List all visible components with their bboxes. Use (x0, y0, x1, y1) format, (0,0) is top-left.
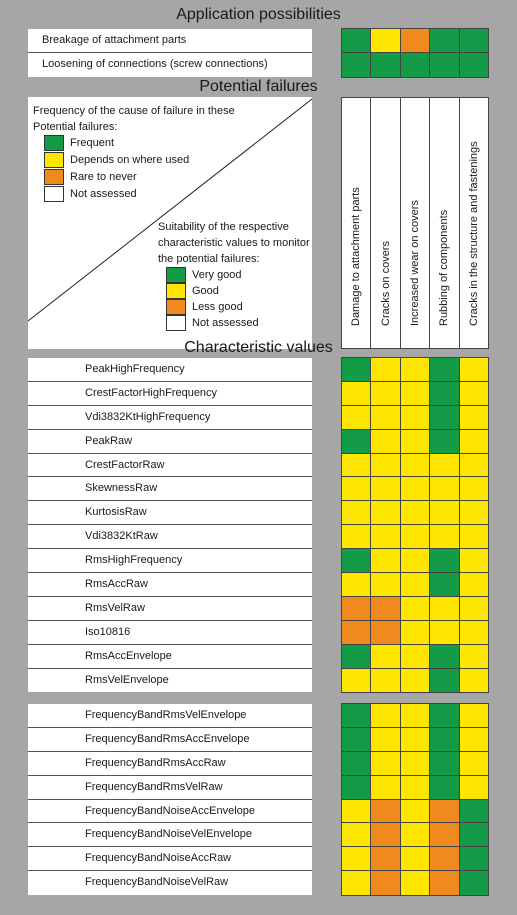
failure-header-label: Rubbing of components (438, 209, 451, 326)
rating-cell (430, 501, 459, 524)
row-label: CrestFactorRaw (28, 454, 312, 478)
rating-cell (430, 728, 459, 751)
row-label: Vdi3832KtRaw (28, 525, 312, 549)
rating-cell (460, 871, 488, 895)
grid-row (342, 358, 488, 382)
row-label: RmsVelRaw (28, 597, 312, 621)
rating-cell (371, 645, 400, 668)
rating-cell (460, 645, 488, 668)
swatch-depends (44, 152, 64, 168)
grid-row (342, 597, 488, 621)
characteristic-grid-group1 (341, 357, 489, 693)
legend-item-suitability-not-assessed (166, 315, 259, 331)
rating-cell (460, 29, 488, 52)
rating-cell (342, 358, 371, 381)
failure-header-label: Damage to attachment parts (350, 187, 363, 326)
failure-header-rubbing (430, 98, 459, 348)
row-label: Breakage of attachment parts (28, 29, 312, 53)
failure-header-label: Cracks on covers (379, 241, 392, 326)
rating-cell (401, 597, 430, 620)
row-label: RmsVelEnvelope (28, 669, 312, 693)
rating-cell (460, 525, 488, 548)
grid-row (342, 776, 488, 800)
rating-cell (430, 477, 459, 500)
rating-cell (430, 847, 459, 870)
swatch-good (166, 283, 186, 299)
rating-cell (401, 800, 430, 823)
rating-cell (460, 454, 488, 477)
rating-cell (371, 728, 400, 751)
rating-cell (342, 382, 371, 405)
rating-cell (430, 406, 459, 429)
legend-label-frequent: Frequent (70, 137, 115, 149)
grid-row (342, 382, 488, 406)
rating-cell (371, 752, 400, 775)
rating-cell (371, 382, 400, 405)
grid-row (342, 525, 488, 549)
row-label: RmsHighFrequency (28, 549, 312, 573)
legend-label-not-assessed: Not assessed (70, 188, 137, 200)
rating-cell (401, 454, 430, 477)
rating-cell (460, 669, 488, 693)
row-label: FrequencyBandNoiseAccRaw (28, 847, 312, 871)
rating-cell (342, 549, 371, 572)
rating-cell (430, 597, 459, 620)
legend-panel (28, 97, 312, 349)
rating-cell (342, 621, 371, 644)
legend-label-rare: Rare to never (70, 171, 137, 183)
rating-cell (460, 621, 488, 644)
rating-cell (342, 430, 371, 453)
rating-cell (342, 645, 371, 668)
rating-cell (371, 29, 400, 52)
grid-row (342, 454, 488, 478)
grid-row (342, 704, 488, 728)
rating-cell (401, 477, 430, 500)
rating-cell (342, 477, 371, 500)
legend-item-very-good (166, 267, 242, 283)
rating-cell (460, 382, 488, 405)
rating-cell (401, 776, 430, 799)
failure-header-cracks-covers (371, 98, 400, 348)
rating-cell (401, 645, 430, 668)
rating-cell (371, 847, 400, 870)
section-heading-failures: Potential failures (199, 78, 318, 95)
grid-row (342, 752, 488, 776)
rating-cell (460, 430, 488, 453)
row-label: FrequencyBandRmsVelEnvelope (28, 704, 312, 728)
failure-header-wear-covers (401, 98, 430, 348)
rating-cell (371, 406, 400, 429)
rating-cell (371, 597, 400, 620)
grid-row (342, 645, 488, 669)
rating-cell (401, 871, 430, 895)
grid-row (342, 430, 488, 454)
rating-cell (342, 406, 371, 429)
failure-column-headers (341, 97, 489, 349)
grid-row (342, 501, 488, 525)
application-labels (28, 29, 312, 77)
rating-cell (430, 752, 459, 775)
rating-cell (430, 29, 459, 52)
grid-row (342, 871, 488, 895)
rating-cell (460, 800, 488, 823)
grid-row (342, 549, 488, 573)
rating-cell (401, 358, 430, 381)
row-label: KurtosisRaw (28, 501, 312, 525)
rating-cell (430, 573, 459, 596)
rating-cell (430, 645, 459, 668)
rating-cell (430, 525, 459, 548)
frequency-legend-title-1: Frequency of the cause of failure in these (33, 105, 235, 117)
section-heading-application: Application possibilities (176, 6, 341, 23)
failure-header-damage-attachment (342, 98, 371, 348)
failure-header-cracks-structure (460, 98, 488, 348)
rating-cell (401, 704, 430, 727)
grid-row (342, 573, 488, 597)
rating-cell (460, 776, 488, 799)
row-label: Loosening of connections (screw connections) (28, 53, 312, 77)
frequency-legend-title-2: Potential failures: (33, 121, 118, 133)
characteristic-labels-group1 (28, 358, 312, 692)
row-label: FrequencyBandRmsVelRaw (28, 776, 312, 800)
rating-cell (430, 621, 459, 644)
failure-header-label: Increased wear on covers (409, 200, 422, 326)
rating-cell (371, 871, 400, 895)
swatch-not-assessed (44, 186, 64, 202)
rating-cell (430, 454, 459, 477)
rating-cell (371, 669, 400, 693)
grid-row (342, 823, 488, 847)
row-label: FrequencyBandRmsAccRaw (28, 752, 312, 776)
rating-cell (430, 669, 459, 693)
legend-item-not-assessed (44, 186, 137, 202)
rating-cell (342, 823, 371, 846)
row-label: RmsAccRaw (28, 573, 312, 597)
row-label: Vdi3832KtHighFrequency (28, 406, 312, 430)
rating-cell (460, 573, 488, 596)
rating-cell (401, 823, 430, 846)
suitability-legend-title-2: characteristic values to monitor (158, 237, 310, 249)
rating-cell (460, 728, 488, 751)
legend-label-less-good: Less good (192, 301, 243, 313)
legend-item-frequent (44, 135, 114, 151)
rating-cell (371, 621, 400, 644)
rating-cell (401, 669, 430, 693)
rating-cell (342, 728, 371, 751)
failure-header-label: Cracks in the structure and fastenings (467, 141, 480, 326)
rating-cell (342, 847, 371, 870)
rating-cell (460, 847, 488, 870)
row-label: PeakRaw (28, 430, 312, 454)
rating-cell (342, 800, 371, 823)
rating-cell (401, 573, 430, 596)
swatch-less-good (166, 299, 186, 315)
rating-cell (460, 704, 488, 727)
rating-cell (371, 53, 400, 77)
rating-cell (342, 776, 371, 799)
rating-cell (371, 454, 400, 477)
rating-cell (401, 53, 430, 77)
grid-row (342, 406, 488, 430)
rating-cell (342, 752, 371, 775)
grid-row (342, 53, 488, 77)
grid-row (342, 847, 488, 871)
rating-cell (371, 704, 400, 727)
rating-cell (371, 573, 400, 596)
rating-cell (401, 621, 430, 644)
rating-cell (342, 501, 371, 524)
rating-cell (342, 597, 371, 620)
rating-cell (371, 525, 400, 548)
grid-row (342, 621, 488, 645)
rating-cell (401, 501, 430, 524)
legend-item-rare (44, 169, 137, 185)
rating-cell (460, 752, 488, 775)
rating-cell (371, 358, 400, 381)
row-label: PeakHighFrequency (28, 358, 312, 382)
row-label: RmsAccEnvelope (28, 645, 312, 669)
swatch-very-good (166, 267, 186, 283)
rating-cell (342, 454, 371, 477)
grid-row (342, 29, 488, 53)
rating-cell (460, 501, 488, 524)
legend-item-depends (44, 152, 189, 168)
row-label: FrequencyBandNoiseVelRaw (28, 871, 312, 895)
rating-cell (430, 358, 459, 381)
rating-cell (430, 823, 459, 846)
rating-cell (342, 704, 371, 727)
characteristic-labels-group2 (28, 704, 312, 895)
rating-cell (460, 823, 488, 846)
legend-label-depends: Depends on where used (70, 154, 190, 166)
rating-cell (342, 29, 371, 52)
suitability-legend-title-1: Suitability of the respective (158, 221, 289, 233)
row-label: Iso10816 (28, 621, 312, 645)
legend-label-very-good: Very good (192, 269, 242, 281)
rating-cell (371, 549, 400, 572)
rating-cell (371, 501, 400, 524)
rating-cell (430, 776, 459, 799)
suitability-legend-title-3: the potential failures: (158, 253, 260, 265)
row-label: CrestFactorHighFrequency (28, 382, 312, 406)
rating-cell (371, 776, 400, 799)
rating-cell (430, 53, 459, 77)
rating-cell (460, 53, 488, 77)
rating-cell (401, 752, 430, 775)
rating-cell (401, 406, 430, 429)
rating-cell (430, 430, 459, 453)
rating-cell (401, 728, 430, 751)
grid-row (342, 669, 488, 693)
legend-item-less-good (166, 299, 243, 315)
rating-cell (460, 549, 488, 572)
rating-cell (401, 430, 430, 453)
rating-cell (430, 871, 459, 895)
characteristic-grid-group2 (341, 703, 489, 896)
rating-cell (342, 871, 371, 895)
rating-cell (430, 549, 459, 572)
rating-cell (371, 430, 400, 453)
legend-item-good (166, 283, 219, 299)
row-label: SkewnessRaw (28, 477, 312, 501)
rating-cell (342, 573, 371, 596)
rating-cell (401, 847, 430, 870)
rating-cell (371, 477, 400, 500)
application-grid (341, 28, 489, 78)
rating-cell (460, 597, 488, 620)
rating-cell (460, 477, 488, 500)
row-label: FrequencyBandRmsAccEnvelope (28, 728, 312, 752)
grid-row (342, 728, 488, 752)
swatch-suitability-not-assessed (166, 315, 186, 331)
swatch-rare (44, 169, 64, 185)
rating-cell (371, 823, 400, 846)
section-heading-characteristic: Characteristic values (184, 339, 333, 356)
row-label: FrequencyBandNoiseVelEnvelope (28, 823, 312, 847)
rating-cell (460, 406, 488, 429)
rating-cell (401, 549, 430, 572)
legend-label-good: Good (192, 285, 219, 297)
grid-row (342, 800, 488, 824)
rating-cell (401, 29, 430, 52)
rating-cell (401, 382, 430, 405)
rating-cell (430, 704, 459, 727)
row-label: FrequencyBandNoiseAccEnvelope (28, 800, 312, 824)
grid-row (342, 477, 488, 501)
rating-cell (460, 358, 488, 381)
rating-cell (401, 525, 430, 548)
rating-cell (430, 382, 459, 405)
rating-cell (342, 525, 371, 548)
rating-cell (342, 53, 371, 77)
rating-cell (430, 800, 459, 823)
swatch-frequent (44, 135, 64, 151)
rating-cell (371, 800, 400, 823)
legend-label-suitability-not-assessed: Not assessed (192, 317, 259, 329)
rating-cell (342, 669, 371, 693)
